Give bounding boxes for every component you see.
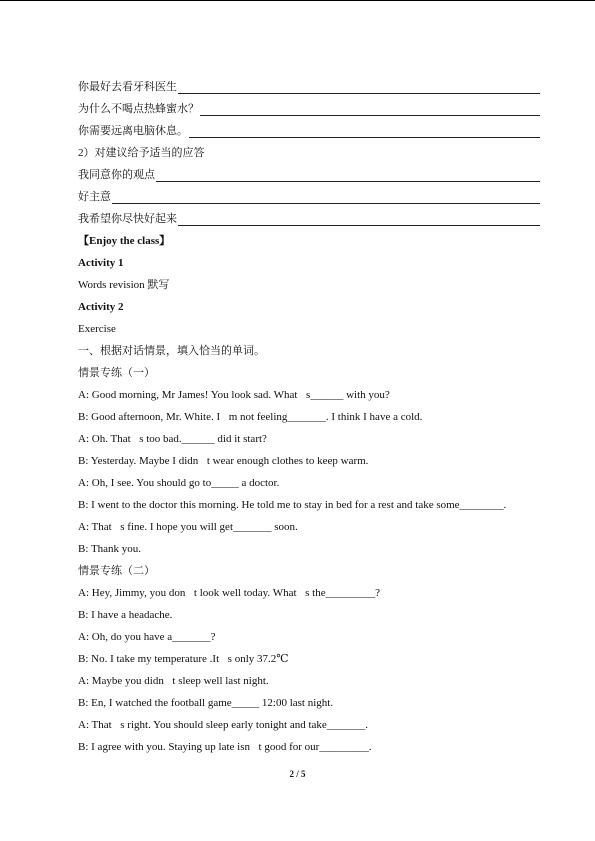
answer-line [112, 193, 540, 204]
dialogue-line: B: Thank you. [78, 543, 142, 555]
dialogue-line: B: I agree with you. Staying up late isn t good for our_________. [78, 741, 372, 753]
response-item-3: 我希望你尽快好起来 [78, 212, 540, 226]
header-rule [0, 0, 595, 1]
translation-item-3: 你需要远离电脑休息。 [78, 124, 540, 138]
dialogue-line: A: That s right. You should sleep early tonight and take_______. [78, 719, 369, 731]
scene1-title: 情景专练（一） [78, 367, 155, 379]
translation-item-2: 为什么不喝点热蜂蜜水？ [78, 102, 540, 116]
dialogue-line: A: Oh. That s too bad.______ did it start? [78, 433, 267, 445]
page-number: 2 / 5 [289, 769, 306, 779]
dialogue-line: B: Yesterday. Maybe I didn t wear enough clothes to keep warm. [78, 455, 369, 467]
activity1-title: Activity 1 [78, 257, 124, 269]
dialogue-line: A: Hey, Jimmy, you don t look well today. What s the_________? [78, 587, 380, 599]
dialogue-line: B: En, I watched the football game_____ 12:00 last night. [78, 697, 334, 709]
activity2-text: Exercise [78, 323, 116, 335]
dialogue-line: A: Maybe you didn t sleep well last night. [78, 675, 269, 687]
dialogue-line: B: Good afternoon, Mr. White. I m not feeling_______. I think I have a cold. [78, 411, 423, 423]
activity1-text: Words revision 默写 [78, 279, 170, 291]
exercise-instruction: 一、根据对话情景，填入恰当的单词。 [78, 345, 265, 357]
answer-line [178, 83, 540, 94]
answer-line [156, 171, 540, 182]
response-heading: 2）对建议给予适当的应答 [78, 147, 205, 159]
scene2-title: 情景专练（二） [78, 565, 155, 577]
answer-line [178, 215, 540, 226]
dialogue-line: A: Oh, I see. You should go to_____ a doctor. [78, 477, 280, 489]
dialogue-line: A: Good morning, Mr James! You look sad. What s______ with you? [78, 389, 390, 401]
dialogue-line: B: I went to the doctor this morning. He told me to stay in bed for a rest and take some________. [78, 499, 507, 511]
dialogue-line: B: I have a headache. [78, 609, 173, 621]
translation-item-1: 你最好去看牙科医生 [78, 80, 540, 94]
response-item-2: 好主意 [78, 190, 540, 204]
answer-line [189, 127, 540, 138]
dialogue-line: A: That s fine. I hope you will get_______ soon. [78, 521, 298, 533]
enjoy-heading: 【Enjoy the class】 [78, 235, 171, 247]
answer-line [200, 105, 540, 116]
dialogue-line: A: Oh, do you have a_______? [78, 631, 216, 643]
activity2-title: Activity 2 [78, 301, 124, 313]
response-item-1: 我同意你的观点 [78, 168, 540, 182]
dialogue-line: B: No. I take my temperature .It s only 37.2℃ [78, 653, 289, 665]
